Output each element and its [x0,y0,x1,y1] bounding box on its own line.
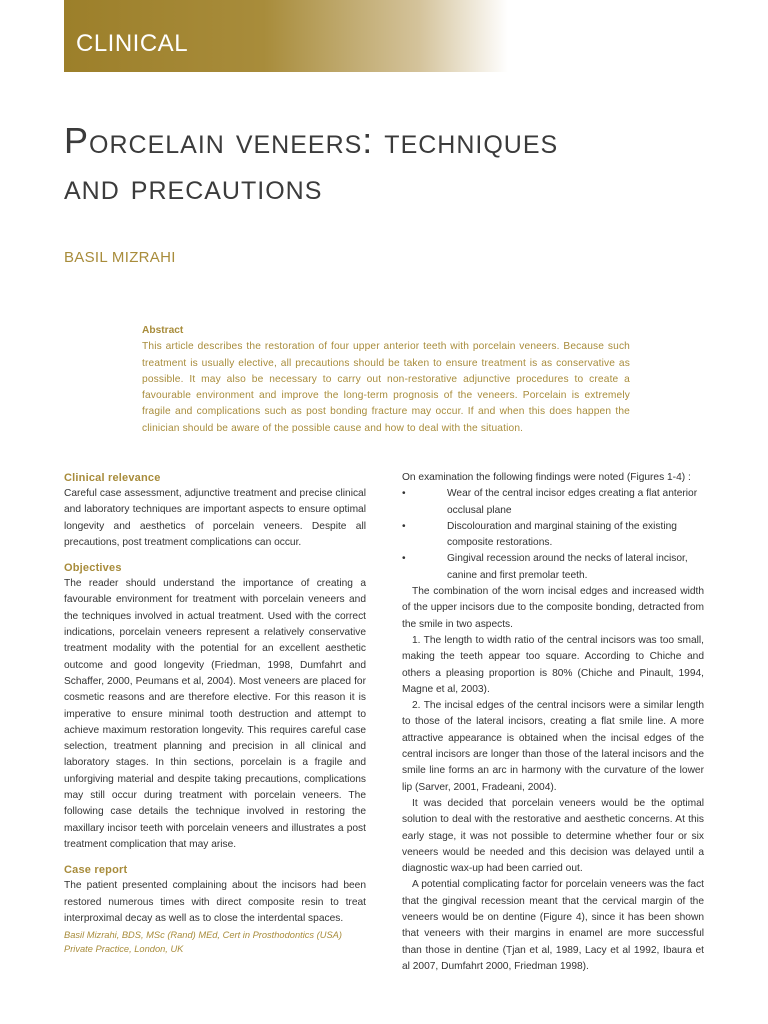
affiliation-line1: Basil Mizrahi, BDS, MSc (Rand) MEd, Cert in Prosthodontics (USA) [64,930,342,941]
abstract-text: This article describes the restoration of four upper anterior teeth with porcelain veneers. Because such treatment is usually elective, all precautions should be taken to ensure treatment is as conservative as possible. It may also be necessary to carry out non-restorative adjunctive procedures to create a favourable environment and improve the long-term prognosis of the veneers. Porcelain is extremely fragile and complications such as post bonding fracture may occur. If and when this does happen the clinician should be aware of the possible cause and how to deal with the situation. [142,341,630,434]
section-banner [64,0,508,72]
objectives-text: The reader should understand the importance of creating a favourable environment for treatment with porcelain veneers and the techniques involved in actual treatment. Used with the correct indications, porcelain veneers represent a relatively conservative treatment modality with the potential for an excellent aesthetic outcome and good longevity (Friedman, 1998, Dumfahrt and Schaffer, 2000, Peumans et al, 2004). Most veneers are placed for cosmetic reasons and are therefore elective. For this reason it is imperative to ensure minimal tooth destruction and attempt to achieve maximum restoration longevity. This requires careful case selection, treatment planning and precision in all clinical and laboratory stages. In thin sections, porcelain is a fragile and unforgiving material and despite taking precautions, complications may still occur during treatment with porcelain veneers. The following case details the technique involved in restoring the maxillary incisor teeth with porcelain veneers and illustrates a post treatment complication that may arise. [64,578,366,850]
finding-text: Gingival recession around the necks of lateral incisor, canine and first premolar teeth. [447,553,688,581]
affiliation-line2: Private Practice, London, UK [64,944,184,955]
finding-text: Wear of the central incisor edges creating a flat anterior occlusal plane [447,488,698,516]
section-label: CLINICAL [76,30,189,57]
finding-item [402,551,704,584]
author-name: BASIL MIZRAHI [64,249,176,266]
bullet-mark: • [402,553,406,565]
body-paragraph: 2. The incisal edges of the central incisors were a similar length to those of the lateral incisors, creating a flat smile line. A more attractive appearance is obtained when the incisal edges of the central incisors are longer than those of the lateral incisors and the smile line forms an arc in harmony with the curvature of the lower lip (Sarver, 2001, Fradeani, 2004). [402,700,704,793]
abstract-heading: Abstract [142,325,184,336]
body-paragraph: It was decided that porcelain veneers would be the optimal solution to deal with the restorative and aesthetic concerns. At this early stage, it was not possible to determine whether four or six veneers would be needed and this decision was delayed until a diagnostic wax-up had been carried out. [402,797,704,875]
article-title-line2: and precautions [64,166,323,207]
abstract [142,323,630,437]
bullet-mark: • [402,488,406,500]
author-affiliation [64,928,366,956]
bullet-mark: • [402,520,406,532]
article-title-line1: Porcelain veneers: techniques [64,120,559,161]
article-title [64,118,684,210]
finding-item [402,519,704,552]
left-column [64,470,366,956]
body-paragraph: A potential complicating factor for porcelain veneers was the fact that the gingival recession meant that the cervical margin of the veneers would be on dentine (Figure 4), since it has been shown that veneers with their margins in enamel are more successful than those in dentine (Tjan et al, 1989, Lacy et al 1992, Ibaura et al 2007, Dumfahrt 2000, Friedman 1998). [402,879,704,972]
clinical-relevance-heading: Clinical relevance [64,472,161,484]
finding-item [402,486,704,519]
right-column [402,470,704,975]
body-paragraph: The combination of the worn incisal edges and increased width of the upper incisors due to the composite bonding, detracted from the smile in two aspects. [402,586,704,630]
examination-intro: On examination the following findings were noted (Figures 1-4) : [402,472,691,483]
clinical-relevance-text: Careful case assessment, adjunctive treatment and precise clinical and laboratory techniques are important aspects to ensure optimal longevity and aesthetics of porcelain veneers. Despite all precautions, post treatment complications can occur. [64,488,366,548]
body-paragraph: 1. The length to width ratio of the central incisors was too small, making the teeth appear too square. According to Chiche and others a pleasing proportion is 80% (Chiche and Pinault, 1994, Magne et al, 2003). [402,634,704,695]
finding-text: Discolouration and marginal staining of the existing composite restorations. [447,520,677,549]
case-report-text: The patient presented complaining about the incisors had been restored numerous times with direct composite resin to treat interproximal decay as well as to close the interdental spaces. [64,880,366,924]
objectives-heading: Objectives [64,562,122,575]
case-report-heading: Case report [64,864,128,877]
